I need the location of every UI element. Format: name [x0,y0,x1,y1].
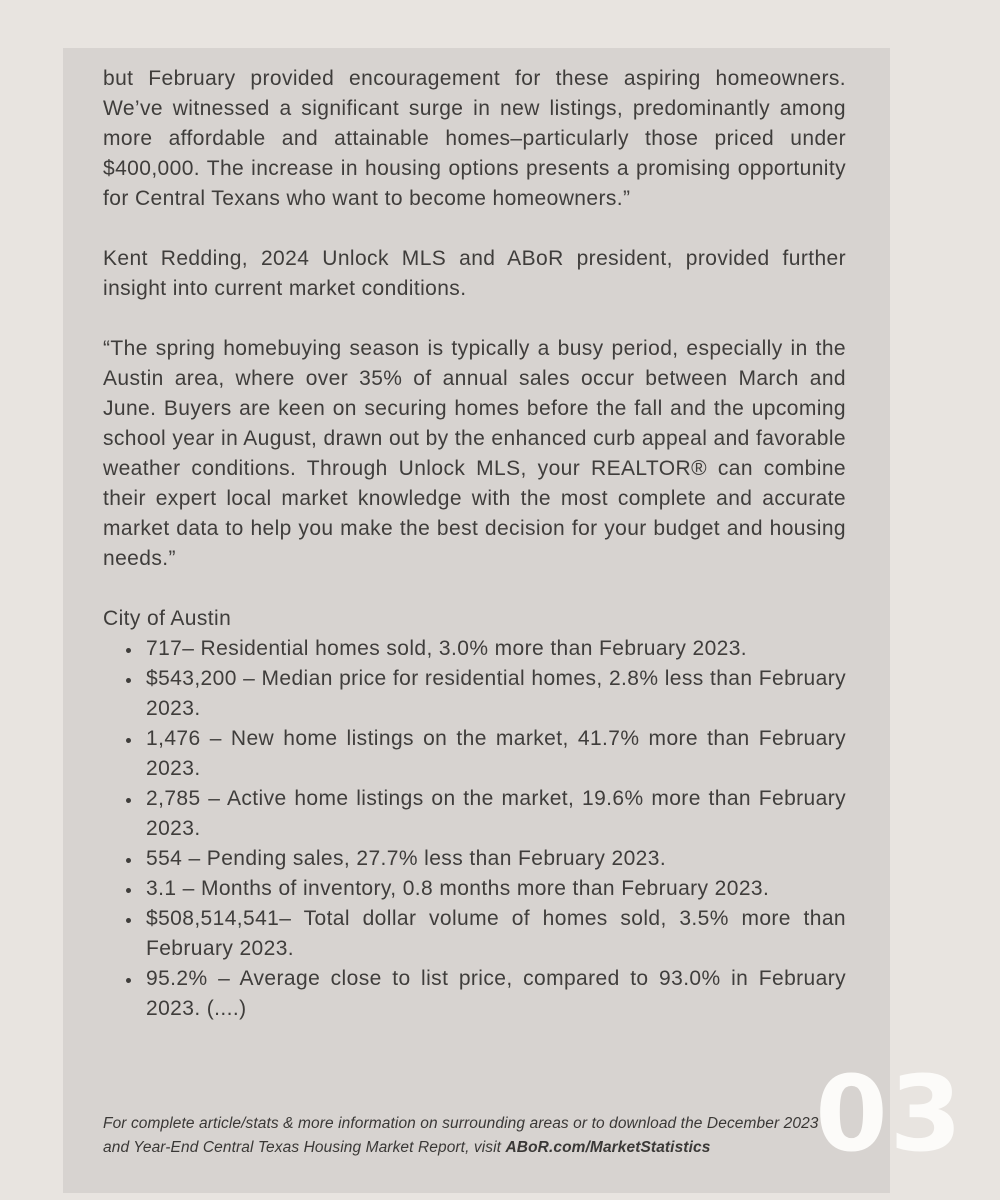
paragraph-kent-redding: Kent Redding, 2024 Unlock MLS and ABoR president, provided further insight into current market conditions. [103,247,846,300]
list-item-dollar-volume: • $508,514,541– Total dollar volume of homes sold, 3.5% more than February 2023. [143,904,846,964]
content-card [63,48,890,1193]
footer-link-text: ABoR.com/MarketStatistics [505,1138,711,1156]
list-item-active-listings: • 2,785 – Active home listings on the market, 19.6% more than February 2023. [143,784,846,844]
list-item-new-listings: • 1,476 – New home listings on the market, 41.7% more than February 2023. [143,724,846,784]
list-item-homes-sold: • 717– Residential homes sold, 3.0% more than February 2023. [143,634,846,664]
footer-note [103,1112,844,1160]
list-heading-city-of-austin: City of Austin [103,607,232,630]
paragraph-market-encouragement: but February provided encouragement for these aspiring homeowners. We’ve witnessed a significant surge in new listings, predominantly among more affordable and attainable homes–particularly those priced under $400,000. The increase in housing options presents a promising opportunity for Central Texans who want to become homeowners.” [103,67,846,210]
list-item-close-to-list: • 95.2% – Average close to list price, compared to 93.0% in February 2023. (....) [143,964,846,1024]
paragraph-spring-season-quote: “The spring homebuying season is typically a busy period, especially in the Austin area, where over 35% of annual sales occur between March and June. Buyers are keen on securing homes before the fall and the upcoming school year in August, drawn out by the enhanced curb appeal and favorable weather conditions. Through Unlock MLS, your REALTOR® can combine their expert local market knowledge with the most complete and accurate market data to help you make the best decision for your budget and housing needs.” [103,337,846,570]
list-item-pending-sales: • 554 – Pending sales, 27.7% less than February 2023. [143,844,846,874]
footer-note-text: For complete article/stats & more information on surrounding areas or to download the December 2023 and Year-End Central Texas Housing Market Report, visit [103,1114,819,1156]
list-item-median-price: • $543,200 – Median price for residential homes, 2.8% less than February 2023. [143,664,846,724]
list-item-months-inventory: • 3.1 – Months of inventory, 0.8 months more than February 2023. [143,874,846,904]
page-number: 03 [815,1053,964,1175]
austin-stats-list [103,634,846,1024]
